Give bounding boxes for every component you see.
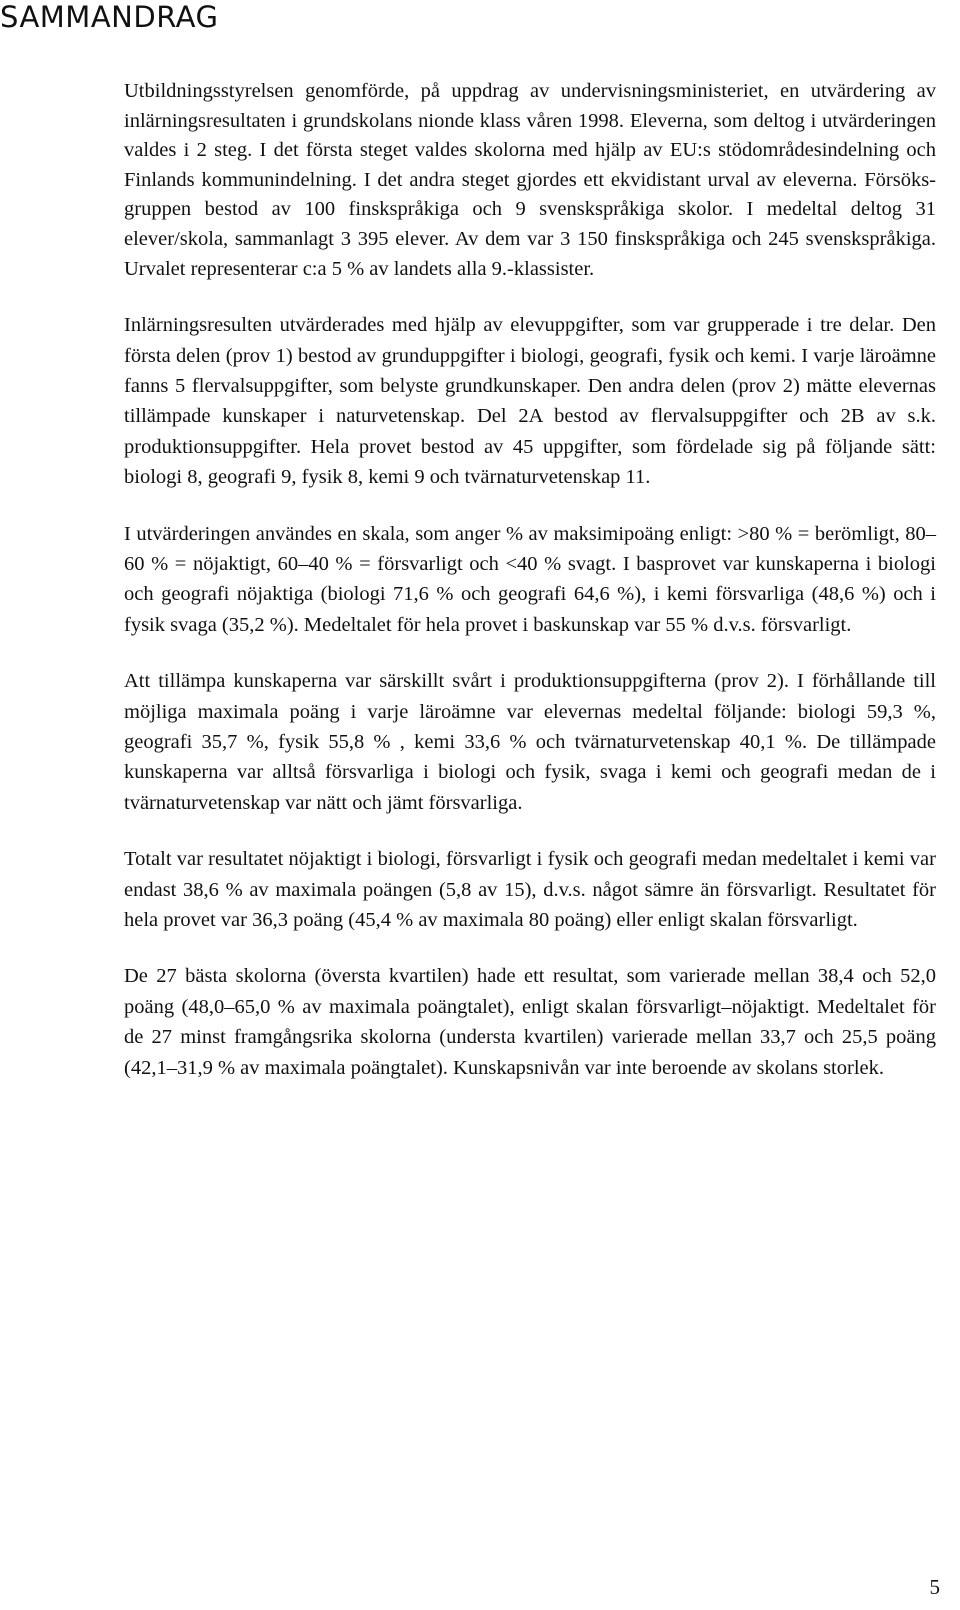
paragraph-total-result: Totalt var resultatet nöjaktigt i biologi, försvarligt i fysik och geografi medan medeltalet i kemi var endast 38,6 % av maximala poängen (5,8 av 15), d.v.s. något sämre än försvarligt. Resultatet för hela provet var 36,3 poäng (45,4 % av maximala 80 poäng) eller enligt skalan försvarligt. (124, 848, 936, 932)
paragraph-test-structure: Inlärningsresulten utvärderades med hjälp av elevuppgifter, som var grupperade i tre delar. Den första delen (prov 1) bestod av grunduppgifter i biologi, geografi, fysik och kemi. I varje läroämne fanns 5 flervalsuppgifter, som belyste grundkunskaper. Den andra delen (prov 2) mätte elevernas tillämpade kunskaper i naturvetenskap. Del 2A bestod av flervalsuppgifter och 2B av s.k. produktionsuppgifter. Hela provet bestod av 45 uppgifter, som fördelade sig på följande sätt: biologi 8, geografi 9, fysik 8, kemi 9 och tvärnaturvetenskap 11. (124, 314, 936, 489)
paragraph-grading-scale: I utvärderingen användes en skala, som anger % av maksimipoäng enligt: >80 % = berömligt, 80–60 % = nöjaktigt, 60–40 % = försvarligt och <40 % svagt. I basprovet var kunskaperna i biologi och geografi nöjaktiga (biologi 71,6 % och geografi 64,6 %), i kemi försvarliga (48,6 %) och i fysik svaga (35,2 %). Medeltalet för hela provet i baskunskap var 55 % d.v.s. försvarligt. (124, 522, 936, 636)
body-text (124, 77, 936, 1083)
section-heading: SAMMANDRAG (0, 0, 219, 34)
paragraph-sampling: Utbildningsstyrelsen genomförde, på uppdrag av undervisningsministeriet, en utvärdering av inlärningsresultaten i grundskolans nionde klass våren 1998. Eleverna, som deltog i utvärderingen valdes i 2 steg. I det första steget valdes skolorna med hjälp av EU:s stödområdesindelning och Finlands kommunindelning. I det andra steget gjordes ett ekvidistant urval av eleverna. Försöksgruppen bestod av 100 finskspråkiga och 9 svenskspråkiga skolor. I medeltal deltog 31 elever/skola, sammanlagt 3 395 elever. Av dem var 3 150 finskspråkiga och 245 svenskspråkiga. Urvalet representerar c:a 5 % av landets alla 9.-klassister. (124, 80, 936, 280)
page-number: 5 (929, 1575, 940, 1599)
paragraph-school-quartiles: De 27 bästa skolorna (översta kvartilen) hade ett resultat, som varierade mellan 38,4 och 52,0 poäng (48,0–65,0 % av maximala poängtalet), enligt skalan försvarligt–nöjaktigt. Medeltalet för de 27 minst framgångsrika skolorna (understa kvartilen) varierade mellan 33,7 och 25,5 poäng (42,1–31,9 % av maximala poängtalet). Kunskapsnivån var inte beroende av skolans storlek. (124, 965, 936, 1079)
paragraph-applied-knowledge: Att tillämpa kunskaperna var särskillt svårt i produktionsuppgifterna (prov 2). I förhållande till möjliga maximala poäng i varje läroämne var elevernas medeltal följande: biologi 59,3 %, geografi 35,7 %, fysik 55,8 % , kemi 33,6 % och tvärnaturvetenskap 40,1 %. De tillämpade kunskaperna var alltså försvarliga i biologi och fysik, svaga i kemi och geografi medan de i tvärnaturvetenskap var nätt och jämt försvarliga. (124, 670, 936, 814)
